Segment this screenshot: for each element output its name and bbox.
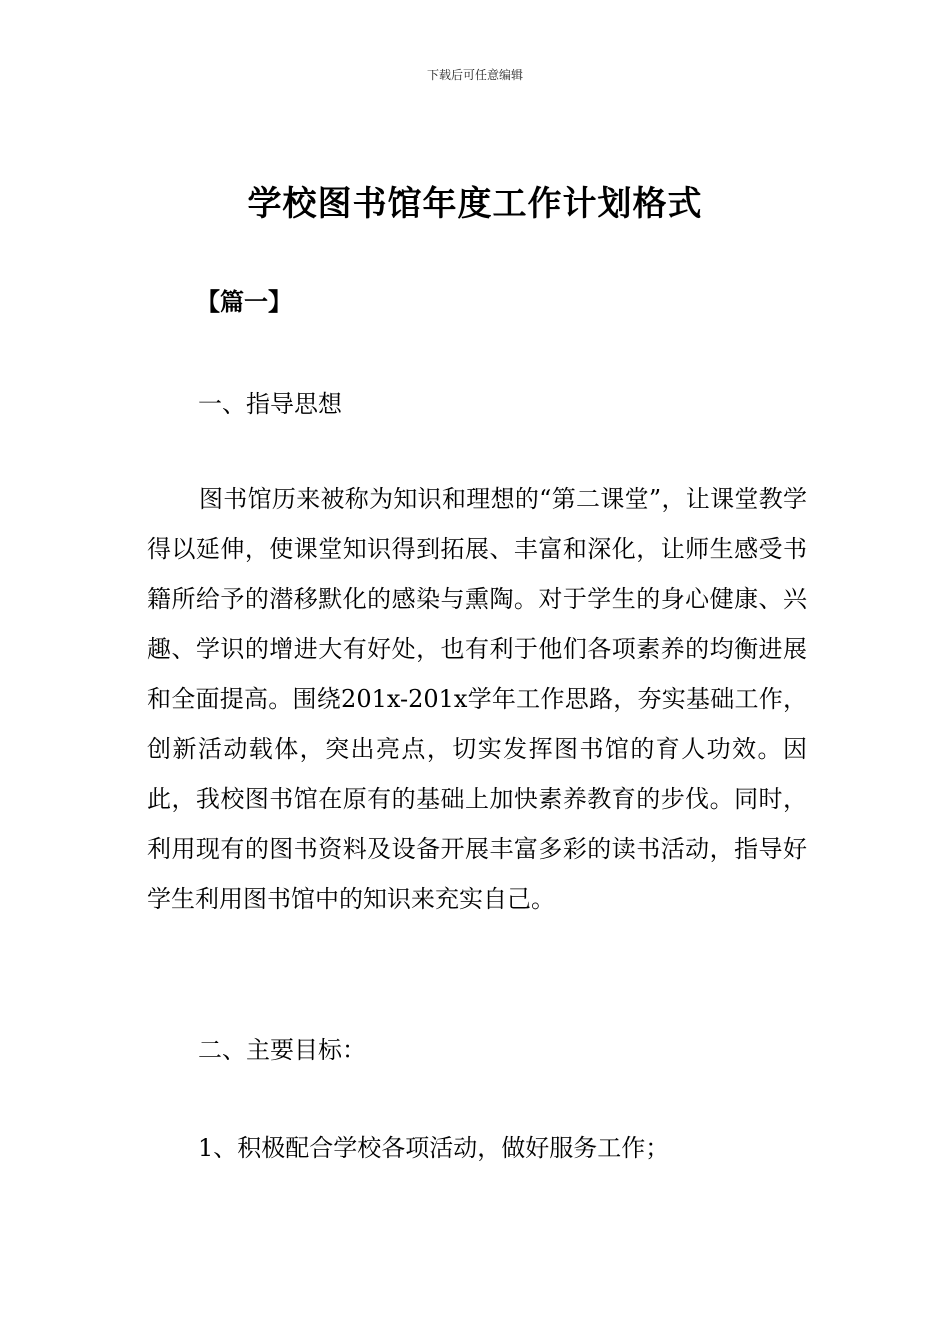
header-note: 下载后可任意编辑	[426, 68, 523, 82]
document-title: 学校图书馆年度工作计划格式	[247, 184, 703, 224]
section-label: 【篇一】	[196, 288, 292, 316]
body-paragraph: 图书馆历来被称为知识和理想的“第二课堂”，让课堂教学得以延伸，使课堂知识得到拓展、丰富和深化，让师生感受书籍所给予的潜移默化的感染与熏陶。对于学生的身心健康、兴趣、学识的增进大有好处，也有利于他们各项素养的均衡进展和全面提高。围绕201x-201x学年工作思路，夯实基础工作，创新活动载体，突出亮点，切实发挥图书馆的育人功效。因此，我校图书馆在原有的基础上加快素养教育的步伐。同时，利用现有的图书资料及设备开展丰富多彩的读书活动，指导好学生利用图书馆中的知识来充实自己。	[147, 485, 807, 913]
list-item: 1、积极配合学校各项活动，做好服务工作；	[198, 1134, 670, 1162]
heading-main-goals: 二、主要目标：	[198, 1036, 366, 1064]
heading-guiding-ideology: 一、指导思想	[198, 390, 342, 418]
